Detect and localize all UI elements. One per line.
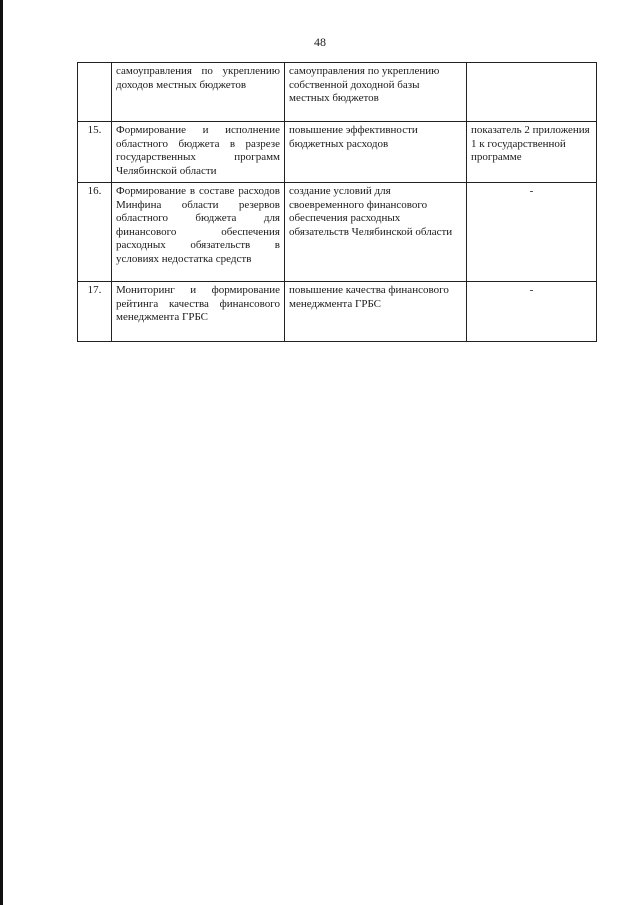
event-cell: Формирование в составе расходов Минфина области резервов областного бюджета для финансового обеспечения расходных обязательств в условиях недостатка средств	[112, 183, 285, 282]
row-number-cell: 16.	[78, 183, 112, 282]
event-cell: Мониторинг и формирование рейтинга качества финансового менеджмента ГРБС	[112, 282, 285, 342]
table-row	[78, 63, 597, 122]
result-cell: создание условий для своевременного финансового обеспечения расходных обязательств Челябинской области	[285, 183, 467, 282]
table-row	[78, 183, 597, 282]
page-number: 48	[314, 35, 326, 49]
result-cell: повышение качества финансового менеджмента ГРБС	[285, 282, 467, 342]
result-cell: самоуправления по укреплению собственной доходной базы местных бюджетов	[285, 63, 467, 122]
table-row	[78, 122, 597, 183]
indicator-cell: -	[467, 282, 597, 342]
row-number-cell	[78, 63, 112, 122]
event-cell: Формирование и исполнение областного бюджета в разрезе государственных программ Челябинской области	[112, 122, 285, 183]
event-cell: самоуправления по укреплению доходов местных бюджетов	[112, 63, 285, 122]
indicator-cell: -	[467, 183, 597, 282]
scan-left-edge	[0, 0, 3, 905]
result-cell: повышение эффективности бюджетных расходов	[285, 122, 467, 183]
row-number-cell: 15.	[78, 122, 112, 183]
indicator-cell: показатель 2 приложения 1 к государственной программе	[467, 122, 597, 183]
table-row	[78, 282, 597, 342]
indicator-cell	[467, 63, 597, 122]
row-number-cell: 17.	[78, 282, 112, 342]
measures-table	[77, 62, 597, 342]
